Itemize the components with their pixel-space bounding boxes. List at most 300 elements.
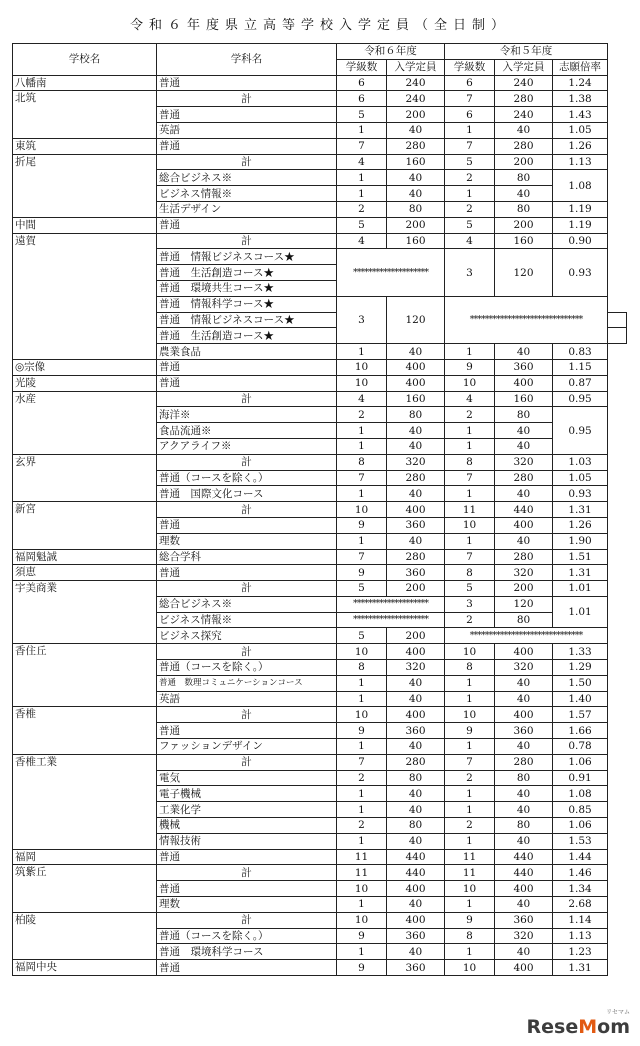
table-row [13, 754, 627, 770]
table-row [13, 644, 627, 660]
r5-classes-cell: 10 [445, 881, 495, 897]
department-cell: 理数 [157, 533, 337, 549]
r5-classes-cell: 1 [445, 786, 495, 802]
table-row [13, 581, 627, 597]
department-cell: 普通 [157, 881, 337, 897]
department-cell: 普通 国際文化コース [157, 486, 337, 502]
school-name-cell: 光陵 [13, 375, 157, 391]
r6-capacity-cell: 120 [387, 296, 445, 343]
r6-classes-cell: 7 [337, 754, 387, 770]
department-cell: 普通 環境科学コース [157, 944, 337, 960]
school-name-cell: 八幡南 [13, 75, 157, 91]
r6-capacity-cell: 40 [387, 786, 445, 802]
department-cell: 計 [157, 391, 337, 407]
r6-classes-cell: 1 [337, 691, 387, 707]
ratio-cell: 1.26 [553, 138, 608, 154]
ratio-cell: 1.13 [553, 928, 608, 944]
department-cell: 生活デザイン [157, 201, 337, 217]
r5-classes-cell: 1 [445, 833, 495, 849]
r5-capacity-cell: 40 [495, 786, 553, 802]
r5-classes-cell: 2 [445, 407, 495, 423]
r6-classes-cell: 5 [337, 628, 387, 644]
department-cell: 普通 [157, 849, 337, 865]
r6-capacity-cell: 400 [387, 707, 445, 723]
r6-capacity-cell: 400 [387, 502, 445, 518]
r6-classes-cell: 1 [337, 438, 387, 454]
r5-capacity-cell: 320 [495, 660, 553, 676]
r5-capacity-cell: 40 [495, 739, 553, 755]
r6-classes-cell: 9 [337, 928, 387, 944]
r5-capacity-cell: 240 [495, 75, 553, 91]
school-name-cell: 折尾 [13, 154, 157, 217]
r6-capacity-cell: 40 [387, 944, 445, 960]
r6-classes-cell: 1 [337, 802, 387, 818]
r5-capacity-cell: 40 [495, 897, 553, 913]
header-r5-capacity: 入学定員 [495, 59, 553, 75]
r6-capacity-cell: 280 [387, 754, 445, 770]
r5-capacity-cell: 160 [495, 391, 553, 407]
r6-capacity-cell: 320 [387, 660, 445, 676]
r5-capacity-cell: 400 [495, 960, 553, 976]
r5-classes-cell: 1 [445, 897, 495, 913]
r5-capacity-cell: 200 [495, 217, 553, 233]
r5-classes-cell: 1 [445, 344, 495, 360]
r5-not-offered-cell: ****************************** [445, 296, 608, 343]
school-name-cell: 中間 [13, 217, 157, 233]
ratio-cell: 1.06 [553, 818, 608, 834]
r6-capacity-cell: 40 [387, 170, 445, 186]
r5-classes-cell: 1 [445, 691, 495, 707]
r5-classes-cell: 10 [445, 517, 495, 533]
school-name-cell: 遠賀 [13, 233, 157, 359]
department-cell: 普通 [157, 375, 337, 391]
ratio-cell: 1.19 [553, 201, 608, 217]
r6-classes-cell: 10 [337, 707, 387, 723]
r5-capacity-cell: 40 [495, 423, 553, 439]
r6-not-offered-cell: ******************** [337, 612, 445, 628]
department-cell: 総合学科 [157, 549, 337, 565]
department-cell: 計 [157, 581, 337, 597]
r5-classes-cell: 2 [445, 201, 495, 217]
ratio-cell: 0.95 [553, 407, 608, 454]
r6-capacity-cell: 280 [387, 138, 445, 154]
r6-capacity-cell: 40 [387, 802, 445, 818]
ratio-cell: 1.66 [553, 723, 608, 739]
department-cell: 情報技術 [157, 833, 337, 849]
table-body [13, 75, 627, 975]
ratio-cell: 1.01 [553, 596, 608, 628]
table-row [13, 391, 627, 407]
department-cell: 英語 [157, 122, 337, 138]
department-cell: 普通 生活創造コース★ [157, 265, 337, 281]
r5-capacity-cell: 400 [495, 707, 553, 723]
r5-capacity-cell: 280 [495, 91, 553, 107]
r6-classes-cell: 9 [337, 960, 387, 976]
r6-capacity-cell: 400 [387, 375, 445, 391]
r5-capacity-cell: 120 [495, 249, 553, 296]
r6-classes-cell: 1 [337, 170, 387, 186]
table-row [13, 138, 627, 154]
r5-classes-cell: 1 [445, 486, 495, 502]
r5-classes-cell: 11 [445, 849, 495, 865]
department-cell: 計 [157, 912, 337, 928]
department-cell: 普通 [157, 138, 337, 154]
department-cell: ファッションデザイン [157, 739, 337, 755]
r6-capacity-cell: 160 [387, 391, 445, 407]
r5-classes-cell: 10 [445, 707, 495, 723]
ratio-cell: 1.13 [553, 154, 608, 170]
r5-classes-cell: 5 [445, 581, 495, 597]
r5-classes-cell: 1 [445, 802, 495, 818]
school-name-cell: 東筑 [13, 138, 157, 154]
r6-classes-cell: 1 [337, 423, 387, 439]
ratio-cell: 1.26 [553, 517, 608, 533]
r5-capacity-cell: 320 [495, 565, 553, 581]
r5-capacity-cell: 360 [495, 359, 553, 375]
ratio-cell: 1.08 [553, 786, 608, 802]
r5-classes-cell: 2 [445, 770, 495, 786]
department-cell: 普通 情報ビジネスコース★ [157, 249, 337, 265]
r5-capacity-cell: 40 [495, 675, 553, 691]
r5-classes-cell: 9 [445, 723, 495, 739]
r6-classes-cell: 4 [337, 391, 387, 407]
r6-classes-cell: 5 [337, 581, 387, 597]
school-name-cell: 福岡 [13, 849, 157, 865]
r6-classes-cell: 1 [337, 739, 387, 755]
r5-capacity-cell: 40 [495, 691, 553, 707]
header-r6-capacity: 入学定員 [387, 59, 445, 75]
ratio-cell: 0.78 [553, 739, 608, 755]
r6-classes-cell: 7 [337, 470, 387, 486]
header-school: 学校名 [13, 44, 157, 76]
r5-capacity-cell: 40 [495, 944, 553, 960]
r6-capacity-cell: 280 [387, 470, 445, 486]
department-cell: 英語 [157, 691, 337, 707]
r5-classes-cell: 1 [445, 186, 495, 202]
department-cell: ビジネス探究 [157, 628, 337, 644]
department-cell: 総合ビジネス※ [157, 596, 337, 612]
r5-capacity-cell: 80 [495, 818, 553, 834]
r6-classes-cell: 1 [337, 833, 387, 849]
table-row [13, 217, 627, 233]
r5-capacity-cell: 400 [495, 517, 553, 533]
r6-classes-cell: 2 [337, 818, 387, 834]
r6-classes-cell: 3 [337, 296, 387, 343]
department-cell: 計 [157, 707, 337, 723]
header-r5-classes: 学級数 [445, 59, 495, 75]
school-name-cell: 水産 [13, 391, 157, 454]
r5-capacity-cell: 400 [495, 881, 553, 897]
r5-capacity-cell: 280 [495, 754, 553, 770]
department-cell: 普通 [157, 217, 337, 233]
ratio-cell: 1.51 [553, 549, 608, 565]
ratio-cell: 0.93 [553, 486, 608, 502]
r5-capacity-cell: 40 [495, 438, 553, 454]
school-name-cell: 玄界 [13, 454, 157, 501]
r5-capacity-cell: 160 [495, 233, 553, 249]
r5-classes-cell: 7 [445, 549, 495, 565]
r5-capacity-cell: 80 [495, 170, 553, 186]
r6-classes-cell: 10 [337, 644, 387, 660]
logo-ruby: リセマム [606, 1009, 630, 1016]
r6-classes-cell: 1 [337, 786, 387, 802]
r6-classes-cell: 2 [337, 770, 387, 786]
r5-classes-cell: 10 [445, 644, 495, 660]
department-cell: 普通 情報科学コース★ [157, 296, 337, 312]
r6-capacity-cell: 240 [387, 75, 445, 91]
r6-classes-cell: 7 [337, 138, 387, 154]
r6-not-offered-cell: ******************** [337, 249, 445, 296]
r6-classes-cell: 6 [337, 91, 387, 107]
r6-classes-cell: 7 [337, 549, 387, 565]
r5-classes-cell: 10 [445, 960, 495, 976]
table-row [13, 865, 627, 881]
r6-classes-cell: 1 [337, 897, 387, 913]
r5-capacity-cell: 40 [495, 833, 553, 849]
r5-classes-cell: 11 [445, 865, 495, 881]
r6-classes-cell: 1 [337, 122, 387, 138]
r6-capacity-cell: 80 [387, 407, 445, 423]
r5-capacity-cell: 440 [495, 865, 553, 881]
school-name-cell: 須恵 [13, 565, 157, 581]
r6-capacity-cell: 160 [387, 233, 445, 249]
table-row [13, 454, 627, 470]
school-name-cell: 宇美商業 [13, 581, 157, 644]
r6-classes-cell: 1 [337, 675, 387, 691]
r6-classes-cell: 8 [337, 660, 387, 676]
header-r6: 令和６年度 [337, 44, 445, 60]
r6-classes-cell: 10 [337, 359, 387, 375]
ratio-cell: 1.29 [553, 660, 608, 676]
table-row [13, 154, 627, 170]
r6-capacity-cell: 40 [387, 691, 445, 707]
ratio-cell: 1.43 [553, 107, 608, 123]
r6-capacity-cell: 360 [387, 565, 445, 581]
r6-capacity-cell: 40 [387, 423, 445, 439]
r6-capacity-cell: 360 [387, 928, 445, 944]
r5-capacity-cell: 360 [495, 723, 553, 739]
ratio-cell: 1.53 [553, 833, 608, 849]
r5-capacity-cell: 200 [495, 581, 553, 597]
logo-text-m: M [578, 1016, 598, 1038]
table-row [13, 502, 627, 518]
r5-classes-cell: 9 [445, 912, 495, 928]
r6-capacity-cell: 440 [387, 865, 445, 881]
ratio-cell: 2.68 [553, 897, 608, 913]
r5-capacity-cell: 280 [495, 549, 553, 565]
ratio-cell: 1.23 [553, 944, 608, 960]
r6-classes-cell: 5 [337, 107, 387, 123]
r6-capacity-cell: 400 [387, 644, 445, 660]
r6-classes-cell: 10 [337, 375, 387, 391]
ratio-cell: 0.83 [553, 344, 608, 360]
r6-capacity-cell: 200 [387, 217, 445, 233]
r5-classes-cell: 2 [445, 170, 495, 186]
table-row [13, 75, 627, 91]
r6-capacity-cell: 400 [387, 912, 445, 928]
r6-classes-cell: 6 [337, 75, 387, 91]
department-cell: アクアライフ※ [157, 438, 337, 454]
table-row [13, 91, 627, 107]
ratio-cell: 1.08 [553, 170, 608, 202]
table-row [13, 233, 627, 249]
r5-classes-cell: 8 [445, 565, 495, 581]
r5-classes-cell: 1 [445, 438, 495, 454]
department-cell: 電気 [157, 770, 337, 786]
department-cell: 理数 [157, 897, 337, 913]
school-name-cell: ◎宗像 [13, 359, 157, 375]
school-name-cell: 福岡中央 [13, 960, 157, 976]
r5-capacity-cell: 40 [495, 122, 553, 138]
department-cell: 普通（コースを除く。） [157, 928, 337, 944]
ratio-cell: 1.57 [553, 707, 608, 723]
ratio-cell: 0.95 [553, 391, 608, 407]
table-row [13, 960, 627, 976]
r5-classes-cell: 1 [445, 944, 495, 960]
ratio-cell: 0.85 [553, 802, 608, 818]
r6-classes-cell: 10 [337, 912, 387, 928]
department-cell: 農業食品 [157, 344, 337, 360]
r6-capacity-cell: 320 [387, 454, 445, 470]
r6-capacity-cell: 280 [387, 549, 445, 565]
ratio-cell: 1.15 [553, 359, 608, 375]
department-cell: 計 [157, 233, 337, 249]
ratio-cell: 1.38 [553, 91, 608, 107]
school-name-cell: 福岡魁誠 [13, 549, 157, 565]
r5-capacity-cell: 40 [495, 533, 553, 549]
r5-classes-cell: 1 [445, 675, 495, 691]
r5-classes-cell: 3 [445, 249, 495, 296]
department-cell: 計 [157, 754, 337, 770]
r5-classes-cell: 7 [445, 470, 495, 486]
department-cell: 計 [157, 644, 337, 660]
department-cell: ビジネス情報※ [157, 612, 337, 628]
r5-capacity-cell: 280 [495, 470, 553, 486]
ratio-cell: 1.14 [553, 912, 608, 928]
r6-capacity-cell: 40 [387, 897, 445, 913]
r6-capacity-cell: 400 [387, 881, 445, 897]
table-row [13, 549, 627, 565]
header-r5: 令和５年度 [445, 44, 608, 60]
department-cell: 普通 [157, 723, 337, 739]
r5-classes-cell: 8 [445, 454, 495, 470]
r6-capacity-cell: 80 [387, 770, 445, 786]
ratio-cell: 0.87 [553, 375, 608, 391]
r5-capacity-cell: 40 [495, 186, 553, 202]
r6-not-offered-cell: ******************** [337, 596, 445, 612]
r5-classes-cell: 9 [445, 359, 495, 375]
r6-classes-cell: 10 [337, 502, 387, 518]
r5-classes-cell: 8 [445, 660, 495, 676]
school-name-cell: 北筑 [13, 91, 157, 138]
department-cell: 総合ビジネス※ [157, 170, 337, 186]
r5-capacity-cell: 240 [495, 107, 553, 123]
department-cell: 計 [157, 865, 337, 881]
ratio-cell: 0.90 [553, 233, 608, 249]
r6-capacity-cell: 40 [387, 122, 445, 138]
school-name-cell: 新宮 [13, 502, 157, 549]
r5-capacity-cell: 80 [495, 770, 553, 786]
r5-classes-cell: 3 [445, 596, 495, 612]
ratio-cell: 1.31 [553, 565, 608, 581]
ratio-cell: 1.31 [553, 960, 608, 976]
department-cell: 計 [157, 91, 337, 107]
r6-capacity-cell: 80 [387, 201, 445, 217]
r5-classes-cell: 5 [445, 217, 495, 233]
ratio-cell: 1.05 [553, 470, 608, 486]
r6-capacity-cell: 200 [387, 581, 445, 597]
school-name-cell: 筑紫丘 [13, 865, 157, 912]
table-row [13, 565, 627, 581]
school-name-cell: 香住丘 [13, 644, 157, 707]
r6-classes-cell: 11 [337, 865, 387, 881]
r6-capacity-cell: 40 [387, 486, 445, 502]
r5-classes-cell: 2 [445, 612, 495, 628]
r6-capacity-cell: 80 [387, 818, 445, 834]
r5-classes-cell: 6 [445, 75, 495, 91]
school-name-cell: 香椎工業 [13, 754, 157, 849]
department-cell: 普通 情報ビジネスコース★ [157, 312, 337, 328]
r6-classes-cell: 9 [337, 723, 387, 739]
table-row [13, 707, 627, 723]
r6-classes-cell: 8 [337, 454, 387, 470]
ratio-cell: 1.31 [553, 502, 608, 518]
ratio-cell: 1.46 [553, 865, 608, 881]
r5-not-offered-cell: ****************************** [445, 628, 608, 644]
department-cell: 普通 数理コミュニケーションコース [157, 675, 337, 691]
department-cell: 普通 [157, 107, 337, 123]
r6-classes-cell: 2 [337, 407, 387, 423]
r6-capacity-cell: 40 [387, 833, 445, 849]
department-cell: 計 [157, 502, 337, 518]
r5-classes-cell: 11 [445, 502, 495, 518]
logo-text-suffix: om [597, 1016, 630, 1038]
ratio-cell: 1.19 [553, 217, 608, 233]
r6-capacity-cell: 40 [387, 739, 445, 755]
r6-capacity-cell: 40 [387, 438, 445, 454]
r5-capacity-cell: 360 [495, 912, 553, 928]
r6-classes-cell: 4 [337, 154, 387, 170]
department-cell: 普通 [157, 75, 337, 91]
r5-capacity-cell: 120 [495, 596, 553, 612]
r5-capacity-cell: 80 [495, 612, 553, 628]
department-cell: ビジネス情報※ [157, 186, 337, 202]
r6-classes-cell: 5 [337, 217, 387, 233]
ratio-cell [608, 328, 627, 344]
table-row [13, 375, 627, 391]
r6-capacity-cell: 360 [387, 960, 445, 976]
r6-classes-cell: 4 [337, 233, 387, 249]
r6-classes-cell: 9 [337, 565, 387, 581]
r5-classes-cell: 6 [445, 107, 495, 123]
r5-capacity-cell: 200 [495, 154, 553, 170]
table-row [13, 849, 627, 865]
ratio-cell: 1.01 [553, 581, 608, 597]
department-cell: 普通 [157, 359, 337, 375]
ratio-cell: 1.34 [553, 881, 608, 897]
r6-capacity-cell: 360 [387, 517, 445, 533]
r6-capacity-cell: 40 [387, 186, 445, 202]
header-ratio: 志願倍率 [553, 59, 608, 75]
r6-capacity-cell: 40 [387, 533, 445, 549]
department-cell: 普通 生活創造コース★ [157, 328, 337, 344]
r5-classes-cell: 1 [445, 122, 495, 138]
department-cell: 海洋※ [157, 407, 337, 423]
logo-text-prefix: Rese [526, 1016, 579, 1038]
r5-capacity-cell: 40 [495, 486, 553, 502]
r5-capacity-cell: 320 [495, 454, 553, 470]
school-name-cell: 柏陵 [13, 912, 157, 959]
